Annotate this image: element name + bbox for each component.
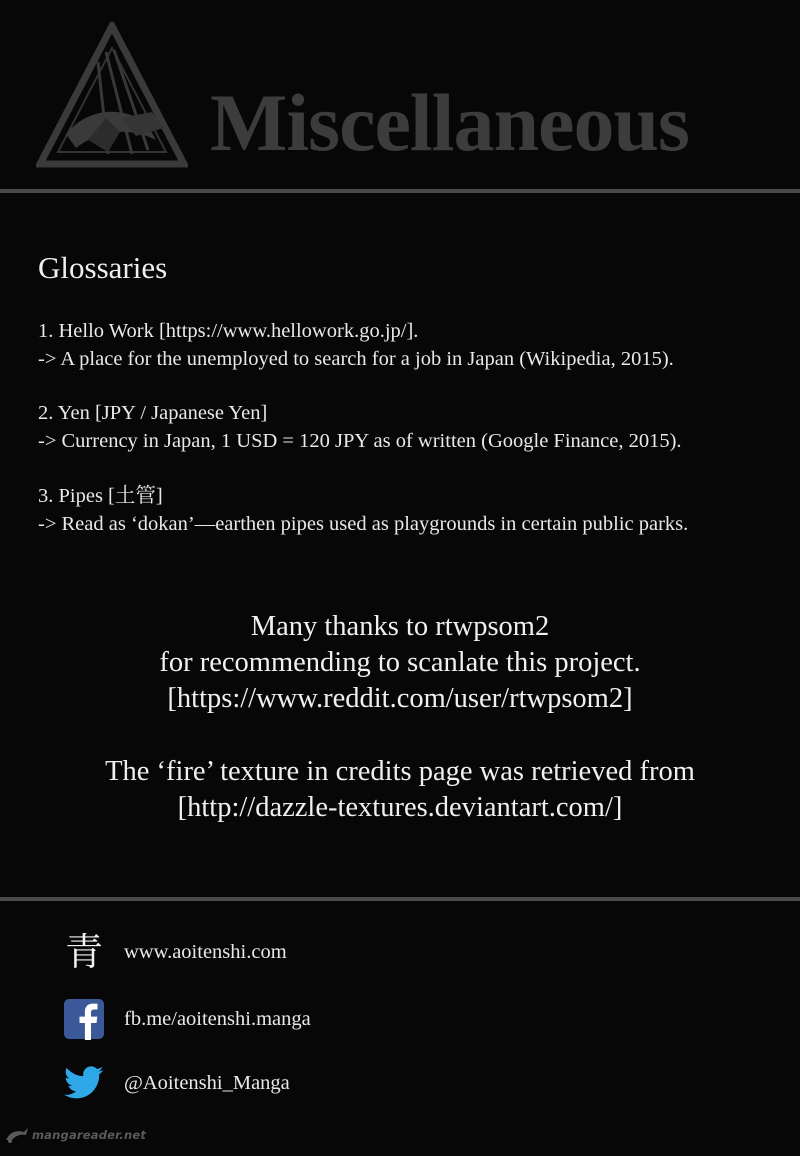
glossary-definition: -> A place for the unemployed to search for a job in Japan (Wikipedia, 2015). <box>38 348 674 370</box>
thanks-section <box>0 609 800 826</box>
texture-credit-line: The ‘fire’ texture in credits page was retrieved from <box>105 756 695 787</box>
watermark-text: mangareader.net <box>32 1128 147 1142</box>
facebook-icon <box>60 997 108 1041</box>
page-header <box>0 0 800 190</box>
glossary-entry <box>38 317 674 373</box>
twitter-row <box>60 1061 290 1105</box>
kanji-ao-icon: 青 <box>64 930 103 974</box>
texture-credit-link: [http://dazzle-textures.deviantart.com/] <box>177 792 623 823</box>
top-divider <box>0 189 800 193</box>
thanks-line: for recommending to scanlate this project. <box>159 647 641 678</box>
glossary-term: 2. Yen [JPY / Japanese Yen] <box>38 402 268 424</box>
thanks-reddit-link: [https://www.reddit.com/user/rtwpsom2] <box>167 683 633 714</box>
bottom-divider <box>0 897 800 901</box>
twitter-handle[interactable]: @Aoitenshi_Manga <box>124 1071 290 1094</box>
glossary-heading: Glossaries <box>38 250 168 285</box>
watermark-logo-icon <box>4 1126 30 1144</box>
glossary-entry <box>38 482 688 538</box>
thanks-line: Many thanks to rtwpsom2 <box>250 611 550 642</box>
glossary-definition: -> Read as ‘dokan’—earthen pipes used as playgrounds in certain public parks. <box>38 513 689 535</box>
twitter-icon <box>60 1061 108 1105</box>
page-title: Miscellaneous <box>210 77 689 168</box>
aoitenshi-logo-icon <box>36 22 188 168</box>
glossary-definition: -> Currency in Japan, 1 USD = 120 JPY as of written (Google Finance, 2015). <box>38 430 682 452</box>
glossary-term: 3. Pipes [土管] <box>38 485 163 507</box>
website-row <box>60 930 287 974</box>
mangareader-watermark <box>4 1124 146 1146</box>
website-link[interactable]: www.aoitenshi.com <box>124 940 287 963</box>
facebook-row <box>60 997 311 1041</box>
glossary-term: 1. Hello Work [https://www.hellowork.go.jp/]. <box>38 320 419 342</box>
facebook-link[interactable]: fb.me/aoitenshi.manga <box>124 1007 311 1030</box>
glossary-entry <box>38 399 682 455</box>
